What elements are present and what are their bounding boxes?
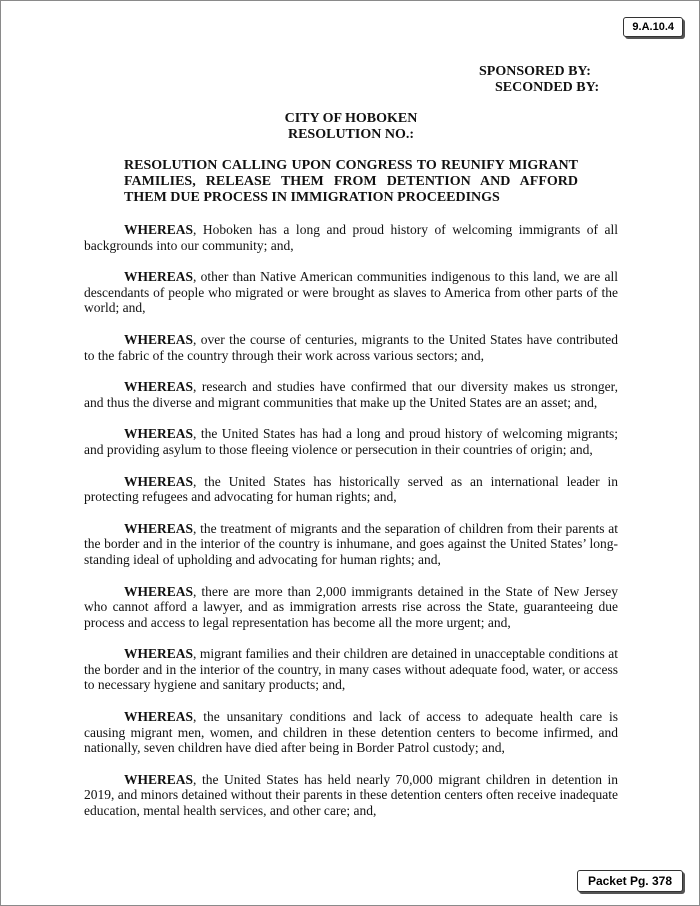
whereas-label: WHEREAS: [124, 379, 194, 395]
whereas-paragraph: [84, 646, 618, 693]
whereas-paragraph: [84, 379, 618, 410]
paragraph-text: , the United States has had a long and proud history of welcoming migrants; and providing asylum to those fleeing violence or persecution in their countries of origin; and,: [84, 426, 618, 457]
paragraph-text: , over the course of centuries, migrants to the United States have contributed to the fabric of the country through their work across various sectors; and,: [84, 331, 618, 363]
resolution-title: RESOLUTION CALLING UPON CONGRESS TO REUNIFY MIGRANT FAMILIES, RELEASE THEM FROM DETENTION AND AFFORD THEM DUE PROCESS IN IMMIGRATION PROCEEDINGS: [124, 158, 578, 205]
seconded-by-label: SECONDED BY:: [495, 80, 600, 95]
whereas-label: WHEREAS: [124, 426, 194, 442]
agenda-item-tag: 9.A.10.4: [623, 17, 683, 37]
whereas-label: WHEREAS: [124, 646, 194, 662]
whereas-paragraph: [84, 222, 618, 253]
sponsor-block: [471, 64, 631, 96]
paragraph-text: , Hoboken has a long and proud history of welcoming immigrants of all backgrounds into our community; and,: [84, 222, 618, 253]
whereas-paragraph: [84, 269, 618, 316]
city-name: CITY OF HOBOKEN: [284, 111, 418, 126]
whereas-paragraph: [84, 584, 618, 631]
paragraph-text: , the United States has historically served as an international leader in protecting refugees and advocating for human rights; and,: [84, 473, 618, 505]
whereas-paragraph: [84, 772, 618, 819]
resolution-number: RESOLUTION NO.:: [287, 127, 415, 142]
paragraph-text: , research and studies have confirmed that our diversity makes us stronger, and thus the diverse and migrant communities that make up the United States are an asset; and,: [84, 379, 618, 410]
whereas-label: WHEREAS: [124, 520, 194, 536]
resolution-body: [84, 222, 618, 835]
whereas-paragraph: [84, 474, 618, 505]
whereas-label: WHEREAS: [124, 583, 194, 599]
paragraph-text: , there are more than 2,000 immigrants detained in the State of New Jersey who cannot afford a lawyer, and as immigration arrests rise across the State, guaranteeing due process and access to legal representation has become all the more urgent; and,: [84, 583, 618, 630]
whereas-label: WHEREAS: [124, 473, 194, 489]
paragraph-text: , migrant families and their children are detained in unacceptable conditions at the border and in the interior of the country, in many cases without adequate food, water, or access to necessary hygiene and sanitary products; and,: [84, 646, 618, 693]
sponsored-by-label: SPONSORED BY:: [479, 64, 591, 79]
whereas-label: WHEREAS: [124, 709, 194, 725]
packet-page-tag: Packet Pg. 378: [577, 870, 683, 892]
whereas-paragraph: [84, 332, 618, 363]
whereas-label: WHEREAS: [124, 269, 194, 285]
whereas-paragraph: [84, 426, 618, 457]
paragraph-text: , other than Native American communities indigenous to this land, we are all descendants of people who migrated or were brought as slaves to America from other parts of the world; and,: [84, 269, 618, 316]
whereas-label: WHEREAS: [124, 331, 194, 347]
whereas-label: WHEREAS: [124, 771, 194, 787]
whereas-paragraph: [84, 521, 618, 568]
resolution-heading: [1, 111, 700, 143]
whereas-paragraph: [84, 709, 618, 756]
paragraph-text: , the United States has held nearly 70,000 migrant children in detention in 2019, and minors detained without their parents in these detention centers often receive inadequate education, mental health services, and other care; and,: [84, 771, 618, 819]
paragraph-text: , the unsanitary conditions and lack of access to adequate health care is causing migrant men, women, and children in these detention centers to become infirmed, and nationally, seven children have died after being in Border Patrol custody; and,: [84, 709, 618, 756]
paragraph-text: , the treatment of migrants and the separation of children from their parents at the border and in the interior of the country is inhumane, and goes against the United States’ long-standing ideal of upholding and advocating for human rights; and,: [84, 520, 618, 567]
whereas-label: WHEREAS: [124, 222, 194, 237]
